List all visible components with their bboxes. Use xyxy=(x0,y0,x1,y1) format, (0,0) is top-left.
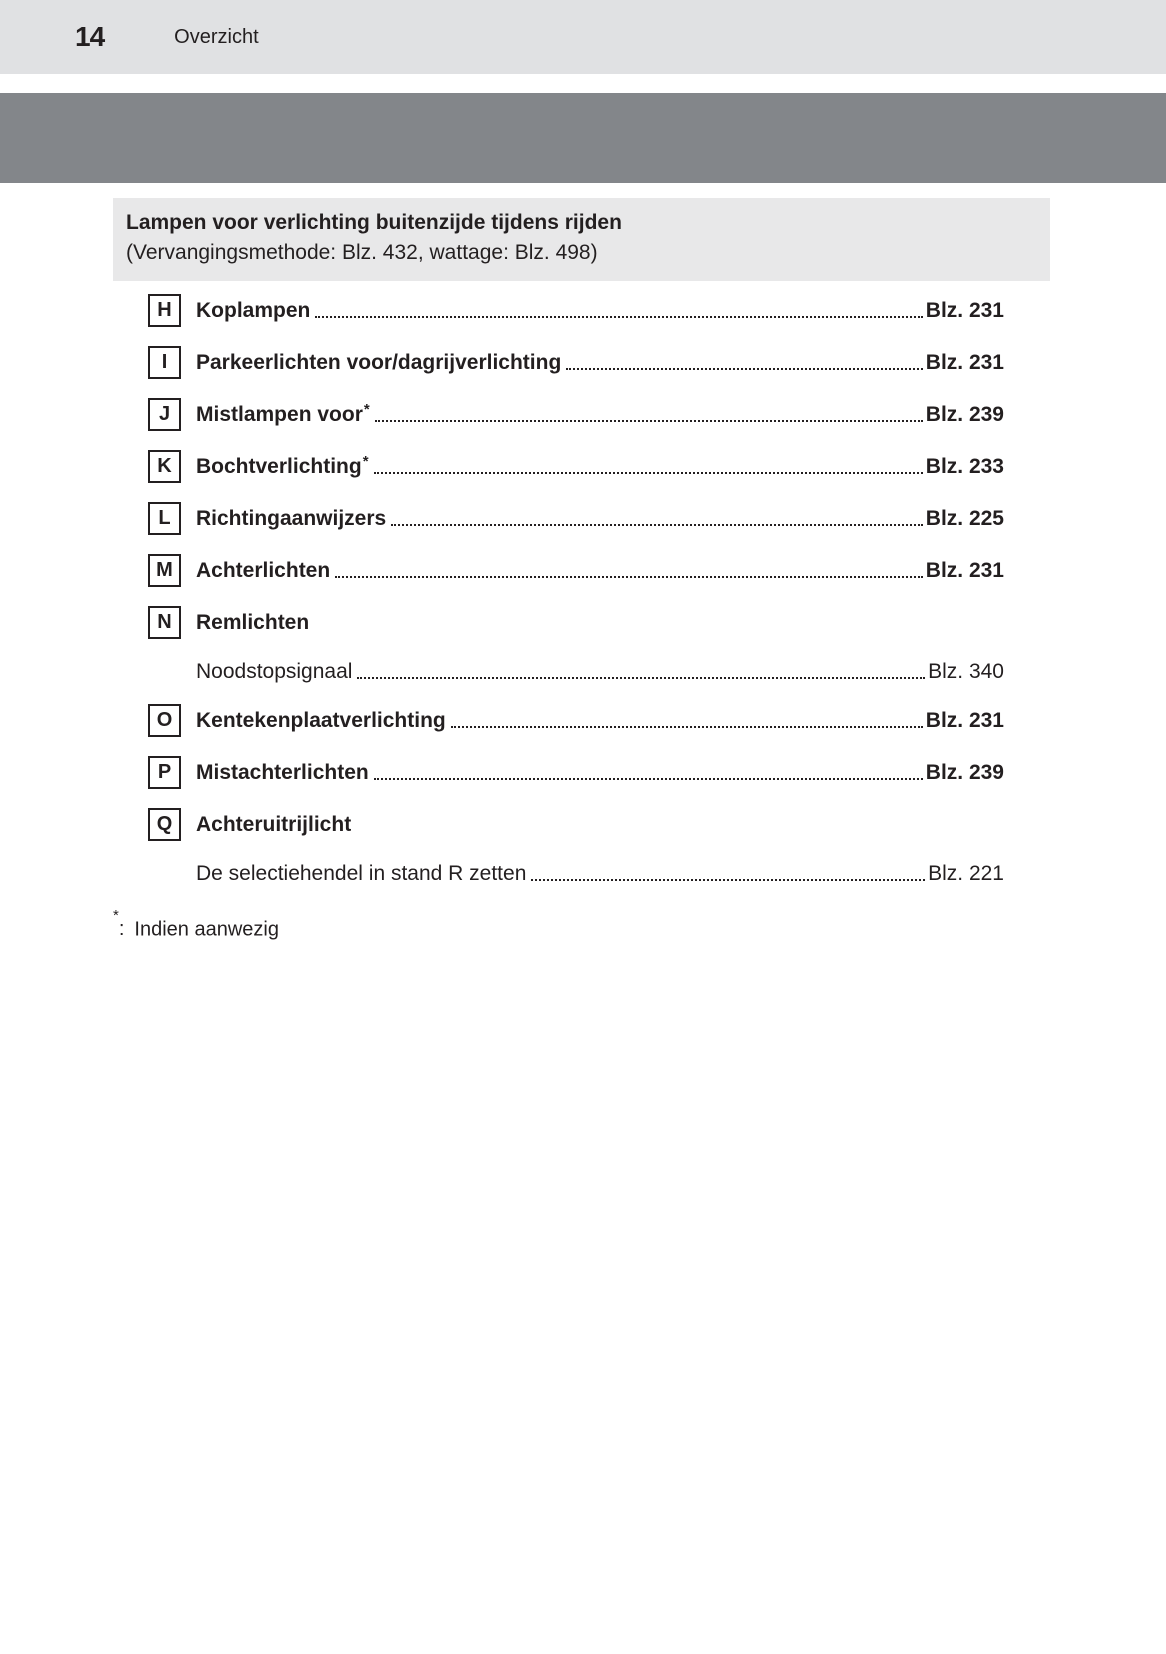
key-badge-q: Q xyxy=(148,808,181,841)
toc-item-label: Mistlampen voor xyxy=(196,402,363,426)
toc-entry xyxy=(196,558,1004,583)
dotted-leader xyxy=(374,472,923,474)
key-badge-l: L xyxy=(148,502,181,535)
toc-subrow-selectiehendel xyxy=(148,851,1004,897)
dotted-leader xyxy=(357,677,925,679)
toc-subrow-noodstopsignaal xyxy=(148,649,1004,695)
toc-entry xyxy=(196,298,1004,323)
footnote-asterisk: * xyxy=(113,906,119,924)
toc-entry xyxy=(196,506,1004,531)
key-badge-m: M xyxy=(148,554,181,587)
page-reference: Blz. 221 xyxy=(928,861,1004,885)
toc-row-i xyxy=(148,337,1004,389)
key-badge-k: K xyxy=(148,450,181,483)
toc-subitem-label: De selectiehendel in stand R zetten xyxy=(196,861,527,885)
page-reference: Blz. 239 xyxy=(925,402,1004,426)
toc-item-label: Achterlichten xyxy=(196,558,331,582)
toc-item-label: Mistachterlichten xyxy=(196,760,369,784)
section-title: Overzicht xyxy=(174,25,259,48)
callout-title: Lampen voor verlichting buitenzijde tijdens rijden xyxy=(126,211,622,234)
dotted-leader xyxy=(391,524,923,526)
toc-entry xyxy=(196,760,1004,785)
page-reference: Blz. 231 xyxy=(925,298,1004,322)
toc-row-q xyxy=(148,799,1004,851)
asterisk-marker: * xyxy=(362,453,369,471)
toc-entry xyxy=(196,812,1004,837)
asterisk-marker: * xyxy=(363,401,370,419)
dotted-leader xyxy=(566,368,922,370)
page-header-bar xyxy=(0,0,1166,74)
toc-item-label: Achteruitrijlicht xyxy=(196,812,352,836)
callout-box xyxy=(113,198,1050,281)
toc-item-label: Bochtverlichting xyxy=(196,454,362,478)
toc-entry xyxy=(196,610,1004,635)
toc-entry xyxy=(196,861,1004,886)
page-reference: Blz. 233 xyxy=(925,454,1004,478)
dotted-leader xyxy=(375,420,923,422)
toc-entry xyxy=(196,350,1004,375)
toc-row-p xyxy=(148,747,1004,799)
illustration-banner xyxy=(0,93,1166,183)
page-reference: Blz. 231 xyxy=(925,708,1004,732)
dotted-leader xyxy=(315,316,922,318)
page-reference: Blz. 225 xyxy=(925,506,1004,530)
dotted-leader xyxy=(531,879,925,881)
page-reference: Blz. 340 xyxy=(928,659,1004,683)
dotted-leader xyxy=(451,726,923,728)
footnote-separator: : xyxy=(118,918,125,941)
toc-item-label: Koplampen xyxy=(196,298,311,322)
key-badge-o: O xyxy=(148,704,181,737)
toc-item-label: Kentekenplaatverlichting xyxy=(196,708,446,732)
key-badge-p: P xyxy=(148,756,181,789)
dotted-leader xyxy=(335,576,923,578)
key-badge-h: H xyxy=(148,294,181,327)
toc-entry xyxy=(196,454,1004,479)
toc-entry xyxy=(196,402,1004,427)
toc-row-l xyxy=(148,493,1004,545)
toc-row-m xyxy=(148,545,1004,597)
page-number: 14 xyxy=(75,21,105,52)
toc-item-label: Remlichten xyxy=(196,610,310,634)
footnote-text: Indien aanwezig xyxy=(134,918,279,941)
page-reference: Blz. 239 xyxy=(925,760,1004,784)
toc-entry xyxy=(196,708,1004,733)
key-badge-i: I xyxy=(148,346,181,379)
callout-subtitle: (Vervangingsmethode: Blz. 432, wattage: Blz. 498) xyxy=(126,241,598,265)
toc-row-h xyxy=(148,285,1004,337)
toc-row-k xyxy=(148,441,1004,493)
key-badge-j: J xyxy=(148,398,181,431)
toc-subitem-label: Noodstopsignaal xyxy=(196,659,353,683)
toc-row-o xyxy=(148,695,1004,747)
footnote xyxy=(113,906,1166,942)
toc-item-label: Richtingaanwijzers xyxy=(196,506,387,530)
toc-item-label: Parkeerlichten voor/dagrijverlichting xyxy=(196,350,562,374)
dotted-leader xyxy=(374,778,923,780)
page-reference: Blz. 231 xyxy=(925,350,1004,374)
reference-list xyxy=(148,285,1004,897)
toc-row-n xyxy=(148,597,1004,649)
page-reference: Blz. 231 xyxy=(925,558,1004,582)
toc-row-j xyxy=(148,389,1004,441)
toc-entry xyxy=(196,659,1004,684)
key-badge-n: N xyxy=(148,606,181,639)
